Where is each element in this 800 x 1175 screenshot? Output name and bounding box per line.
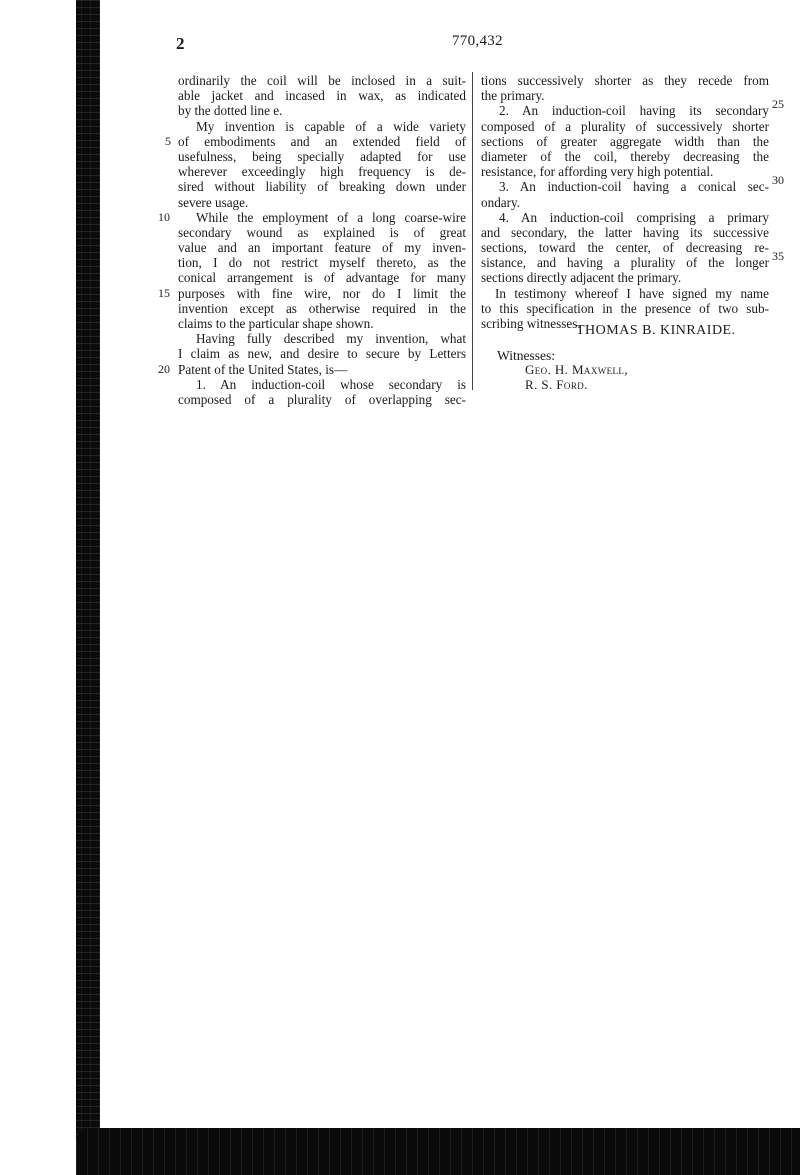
- text-line: by the dotted line e.: [178, 103, 283, 119]
- text-line: purposes with fine wire, nor do I limit the: [178, 285, 466, 301]
- line-number: 15: [158, 286, 170, 300]
- text-line: sections, toward the center, of decreasing re-: [481, 240, 769, 256]
- text-line: I claim as new, and desire to secure by Letters: [178, 346, 466, 362]
- text-line: 3. An induction-coil having a conical sec-: [499, 179, 769, 195]
- text-line: claims to the particular shape shown.: [178, 316, 374, 331]
- column-divider: [472, 72, 473, 390]
- text-line: My invention is capable of a wide variety: [196, 118, 466, 134]
- patent-number: 770,432: [452, 33, 503, 49]
- text-line: sections of greater aggregate width than the: [481, 133, 769, 149]
- text-line: 4. An induction-coil comprising a primary: [499, 209, 769, 225]
- text-line: In testimony whereof I have signed my name: [495, 285, 769, 301]
- text-line: diameter of the coil, thereby decreasing the: [481, 148, 769, 164]
- text-line: sistance, and having a plurality of the longer: [481, 255, 769, 271]
- line-number: 20: [158, 362, 170, 376]
- text-line: to this specification in the presence of two sub-: [481, 300, 769, 316]
- text-line: and secondary, the latter having its successive: [481, 224, 769, 240]
- witnesses-label: Witnesses:: [497, 348, 555, 363]
- text-line: conical arrangement is of advantage for many: [178, 270, 466, 286]
- line-number: 25: [772, 97, 784, 111]
- text-line: wherever exceedingly high frequency is de-: [178, 164, 466, 180]
- text-line: composed of a plurality of overlapping sec-: [178, 391, 466, 407]
- text-line: resistance, for affording very high potential.: [481, 164, 714, 180]
- text-line: ondary.: [481, 194, 521, 210]
- text-line: While the employment of a long coarse-wire: [196, 209, 466, 225]
- text-line: ordinarily the coil will be inclosed in a suit-: [178, 73, 466, 88]
- signer-name: THOMAS B. KINRAIDE.: [576, 323, 736, 338]
- text-line: Having fully described my invention, what: [196, 331, 466, 347]
- page-number: 2: [176, 34, 185, 53]
- text-line: of embodiments and an extended field of: [178, 133, 466, 149]
- scan-bottom-border: [76, 1128, 800, 1175]
- text-line: composed of a plurality of successively shorter: [481, 118, 769, 134]
- line-number: 35: [772, 249, 784, 263]
- scan-left-margin: [0, 0, 76, 1175]
- text-line: 1. An induction-coil whose secondary is: [196, 376, 466, 392]
- witness-name: Geo. H. Maxwell,: [525, 362, 628, 377]
- text-line: scribing witnesses.: [481, 316, 581, 331]
- text-line: Patent of the United States, is—: [178, 361, 348, 377]
- text-line: secondary wound as explained is of great: [178, 224, 466, 240]
- text-line: tion, I do not restrict myself thereto, as the: [178, 255, 466, 271]
- witness-name: R. S. Ford.: [525, 377, 588, 392]
- text-line: able jacket and incased in wax, as indicated: [178, 88, 466, 104]
- left-text-column: [178, 73, 466, 407]
- text-line: usefulness, being specially adapted for use: [178, 148, 466, 164]
- text-line: invention except as otherwise required in the: [178, 300, 466, 316]
- text-line: 2. An induction-coil having its secondary: [499, 103, 769, 119]
- text-line: severe usage.: [178, 194, 249, 210]
- text-line: the primary.: [481, 88, 545, 104]
- line-number: 5: [165, 134, 171, 148]
- text-line: value and an important feature of my inven-: [178, 240, 466, 256]
- line-number: 10: [158, 210, 170, 224]
- text-line: sections directly adjacent the primary.: [481, 270, 682, 286]
- line-number: 30: [772, 173, 784, 187]
- text-line: sired without liability of breaking down under: [178, 179, 466, 195]
- right-text-column: [481, 73, 769, 331]
- text-line: tions successively shorter as they recede from: [481, 73, 769, 88]
